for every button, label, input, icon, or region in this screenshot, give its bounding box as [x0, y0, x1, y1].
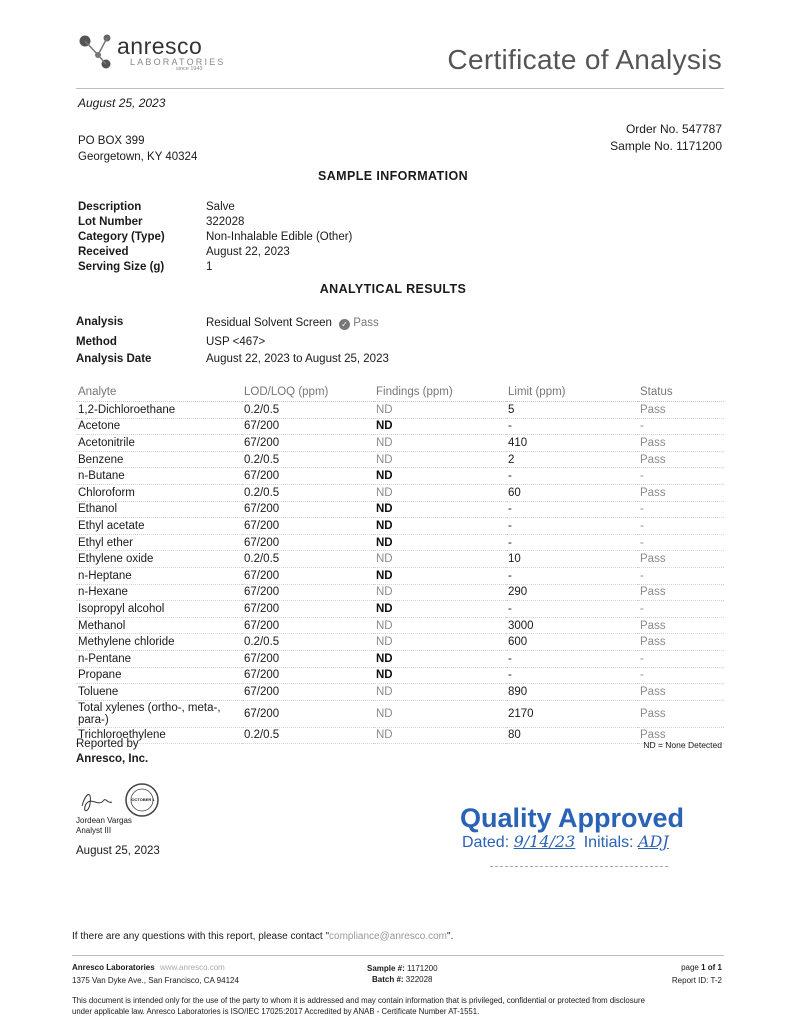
status-cell: -: [638, 534, 724, 551]
address-line2: Georgetown, KY 40324: [78, 151, 198, 163]
analyte-cell: n-Butane: [76, 468, 242, 485]
footer-page-value: 1 of 1: [701, 963, 722, 972]
footer-disclaimer: [72, 995, 732, 1017]
analysis-date-value: August 22, 2023 to August 25, 2023: [206, 353, 389, 365]
limit-cell: 10: [506, 551, 638, 568]
status-cell: Pass: [638, 402, 724, 419]
col-limit: Limit (ppm): [506, 383, 638, 402]
table-row: [76, 650, 724, 667]
field-label: Serving Size (g): [78, 261, 165, 273]
seal-text: OCTOBER 1: [131, 797, 155, 802]
lodloq-cell: 0.2/0.5: [242, 727, 374, 744]
lodloq-cell: 67/200: [242, 567, 374, 584]
sample-number: Sample No. 1171200: [610, 139, 722, 153]
table-row: [76, 468, 724, 485]
limit-cell: -: [506, 650, 638, 667]
analyte-cell: Total xylenes (ortho-, meta-, para-): [76, 700, 242, 727]
table-row: [76, 727, 724, 744]
footer-sample-label: Sample #:: [367, 964, 405, 973]
footer-sample: [367, 964, 438, 973]
findings-cell: ND: [374, 684, 506, 701]
table-row: [76, 501, 724, 518]
analyte-cell: Trichloroethylene: [76, 727, 242, 744]
table-header: [76, 383, 724, 402]
status-cell: -: [638, 518, 724, 535]
method-value: USP <467>: [206, 336, 266, 348]
reported-by-label: Reported by: [76, 738, 139, 750]
analyte-cell: Ethyl acetate: [76, 518, 242, 535]
findings-cell: ND: [374, 727, 506, 744]
findings-cell: ND: [374, 518, 506, 535]
results-table: [76, 383, 724, 744]
table-row: [76, 584, 724, 601]
status-cell: Pass: [638, 634, 724, 651]
limit-cell: -: [506, 567, 638, 584]
field-label: Lot Number: [78, 216, 143, 228]
logo-subtitle: LABORATORIES: [130, 57, 226, 67]
limit-cell: 410: [506, 435, 638, 452]
status-cell: Pass: [638, 484, 724, 501]
col-status: Status: [638, 383, 724, 402]
footer-batch-label: Batch #:: [372, 975, 404, 984]
lodloq-cell: 67/200: [242, 468, 374, 485]
logo-since: since 1943: [176, 66, 203, 72]
analyte-cell: Ethanol: [76, 501, 242, 518]
col-findings: Findings (ppm): [374, 383, 506, 402]
field-value: Non-Inhalable Edible (Other): [206, 231, 353, 243]
footer-company-line: [72, 963, 225, 972]
lodloq-cell: 67/200: [242, 501, 374, 518]
findings-cell: ND: [374, 534, 506, 551]
limit-cell: 80: [506, 727, 638, 744]
status-cell: -: [638, 468, 724, 485]
field-value: Salve: [206, 201, 235, 213]
footer-website-link[interactable]: www.anresco.com: [159, 963, 225, 972]
footer-page: [681, 963, 722, 972]
footer-batch-value: 322028: [405, 975, 433, 984]
contact-suffix: ".: [447, 931, 454, 942]
stamp-initials-value: ADJ: [637, 832, 669, 851]
analysis-label: Analysis: [76, 316, 124, 328]
findings-cell: ND: [374, 700, 506, 727]
field-label: Category (Type): [78, 231, 165, 243]
analyte-cell: Chloroform: [76, 484, 242, 501]
lodloq-cell: 67/200: [242, 700, 374, 727]
stamp-dated-value: 9/14/23: [513, 832, 576, 851]
findings-cell: ND: [374, 435, 506, 452]
footer-divider: [72, 955, 724, 956]
table-row: [76, 484, 724, 501]
findings-cell: ND: [374, 484, 506, 501]
findings-cell: ND: [374, 418, 506, 435]
limit-cell: -: [506, 501, 638, 518]
footer-address: 1375 Van Dyke Ave., San Francisco, CA 94124: [72, 976, 239, 985]
limit-cell: 5: [506, 402, 638, 419]
table-row: [76, 402, 724, 419]
col-analyte: Analyte: [76, 383, 242, 402]
analyte-cell: Methanol: [76, 617, 242, 634]
lodloq-cell: 67/200: [242, 518, 374, 535]
footer-batch: [372, 975, 433, 984]
field-label: Description: [78, 201, 142, 213]
limit-cell: -: [506, 518, 638, 535]
status-cell: -: [638, 418, 724, 435]
findings-cell: ND: [374, 584, 506, 601]
status-cell: -: [638, 567, 724, 584]
contact-line: [72, 931, 453, 942]
limit-cell: 3000: [506, 617, 638, 634]
status-cell: Pass: [638, 700, 724, 727]
findings-cell: ND: [374, 634, 506, 651]
check-circle-icon: ✓: [339, 319, 350, 330]
status-cell: Pass: [638, 451, 724, 468]
nd-note: ND = None Detected: [643, 740, 722, 750]
col-lodloq: LOD/LOQ (ppm): [242, 383, 374, 402]
limit-cell: -: [506, 534, 638, 551]
field-label: Received: [78, 246, 129, 258]
analyte-cell: Acetone: [76, 418, 242, 435]
findings-cell: ND: [374, 667, 506, 684]
lodloq-cell: 67/200: [242, 617, 374, 634]
footer-page-label: page: [681, 963, 699, 972]
field-value: August 22, 2023: [206, 246, 290, 258]
table-row: [76, 551, 724, 568]
status-cell: Pass: [638, 684, 724, 701]
findings-cell: ND: [374, 402, 506, 419]
logo-wordmark: anresco: [117, 33, 203, 59]
lodloq-cell: 67/200: [242, 584, 374, 601]
table-row: [76, 617, 724, 634]
table-row: [76, 435, 724, 452]
header-divider: [76, 88, 724, 89]
lodloq-cell: 67/200: [242, 534, 374, 551]
analysis-date-label: Analysis Date: [76, 353, 152, 365]
contact-prefix: If there are any questions with this report, please contact ": [72, 931, 330, 942]
limit-cell: -: [506, 601, 638, 618]
limit-cell: -: [506, 667, 638, 684]
stamp-dated-line: [462, 832, 669, 852]
method-label: Method: [76, 336, 117, 348]
lodloq-cell: 67/200: [242, 650, 374, 667]
analyte-cell: Isopropyl alcohol: [76, 601, 242, 618]
document-title: Certificate of Analysis: [447, 44, 722, 75]
status-cell: -: [638, 667, 724, 684]
analyte-cell: Methylene chloride: [76, 634, 242, 651]
reported-company: Anresco, Inc.: [76, 753, 149, 765]
footer-report-id: Report ID: T-2: [671, 976, 722, 985]
findings-cell: ND: [374, 451, 506, 468]
lodloq-cell: 0.2/0.5: [242, 484, 374, 501]
limit-cell: 2: [506, 451, 638, 468]
limit-cell: 2170: [506, 700, 638, 727]
stamp-initials-label: Initials:: [583, 834, 634, 851]
lodloq-cell: 67/200: [242, 667, 374, 684]
table-row: [76, 567, 724, 584]
status-cell: Pass: [638, 727, 724, 744]
lodloq-cell: 67/200: [242, 418, 374, 435]
findings-cell: ND: [374, 601, 506, 618]
limit-cell: -: [506, 468, 638, 485]
analyte-cell: Acetonitrile: [76, 435, 242, 452]
lodloq-cell: 0.2/0.5: [242, 451, 374, 468]
stamp-dated-label: Dated:: [462, 834, 510, 851]
limit-cell: -: [506, 418, 638, 435]
analyte-cell: n-Pentane: [76, 650, 242, 667]
table-row: [76, 684, 724, 701]
findings-cell: ND: [374, 501, 506, 518]
table-row: [76, 634, 724, 651]
disclaimer-line2: under applicable law. Anresco Laboratories is ISO/IEC 17025:2017 Accredited by ANAB - Certificate Number AT-1551.: [72, 1007, 480, 1016]
limit-cell: 290: [506, 584, 638, 601]
findings-cell: ND: [374, 650, 506, 667]
address-line1: PO BOX 399: [78, 135, 145, 147]
analyst-title: Analyst III: [76, 826, 112, 835]
analytical-heading: ANALYTICAL RESULTS: [319, 282, 467, 296]
footer-company: Anresco Laboratories: [72, 963, 155, 972]
pass-label: Pass: [353, 317, 379, 329]
status-cell: Pass: [638, 551, 724, 568]
table-row: [76, 667, 724, 684]
analyte-cell: Benzene: [76, 451, 242, 468]
limit-cell: 60: [506, 484, 638, 501]
table-row: [76, 700, 724, 727]
sample-info-heading: SAMPLE INFORMATION: [317, 169, 469, 183]
lodloq-cell: 0.2/0.5: [242, 551, 374, 568]
contact-email-link[interactable]: compliance@anresco.com: [329, 931, 448, 942]
analyte-cell: 1,2-Dichloroethane: [76, 402, 242, 419]
status-cell: Pass: [638, 617, 724, 634]
table-row: [76, 418, 724, 435]
findings-cell: ND: [374, 551, 506, 568]
lodloq-cell: 67/200: [242, 435, 374, 452]
limit-cell: 890: [506, 684, 638, 701]
table-row: [76, 601, 724, 618]
analyte-cell: Toluene: [76, 684, 242, 701]
lodloq-cell: 0.2/0.5: [242, 634, 374, 651]
quality-approved-stamp: Quality Approved: [460, 803, 685, 833]
analysis-value: Residual Solvent Screen: [206, 317, 332, 329]
analyte-cell: Ethylene oxide: [76, 551, 242, 568]
disclaimer-line1: This document is intended only for the use of the party to whom it is addressed and may contain information that is privileged, confidential or protected from disclosure: [72, 996, 645, 1005]
status-cell: -: [638, 650, 724, 667]
reported-date: August 25, 2023: [76, 845, 160, 857]
analyte-cell: n-Heptane: [76, 567, 242, 584]
order-number: Order No. 547787: [625, 122, 722, 136]
table-row: [76, 451, 724, 468]
pass-badge: [339, 317, 379, 330]
footer-sample-value: 1171200: [407, 964, 438, 973]
limit-cell: 600: [506, 634, 638, 651]
field-value: 322028: [206, 216, 245, 228]
table-row: [76, 518, 724, 535]
lodloq-cell: 67/200: [242, 601, 374, 618]
analyte-cell: Ethyl ether: [76, 534, 242, 551]
table-row: [76, 534, 724, 551]
stamp-underline: [490, 866, 668, 867]
findings-cell: ND: [374, 567, 506, 584]
status-cell: Pass: [638, 584, 724, 601]
lodloq-cell: 67/200: [242, 684, 374, 701]
status-cell: Pass: [638, 435, 724, 452]
lodloq-cell: 0.2/0.5: [242, 402, 374, 419]
analyte-cell: Propane: [76, 667, 242, 684]
analyst-name: Jordean Vargas: [76, 816, 132, 825]
field-value: 1: [206, 261, 213, 273]
findings-cell: ND: [374, 617, 506, 634]
status-cell: -: [638, 601, 724, 618]
analyte-cell: n-Hexane: [76, 584, 242, 601]
findings-cell: ND: [374, 468, 506, 485]
report-date: August 25, 2023: [78, 96, 166, 110]
status-cell: -: [638, 501, 724, 518]
